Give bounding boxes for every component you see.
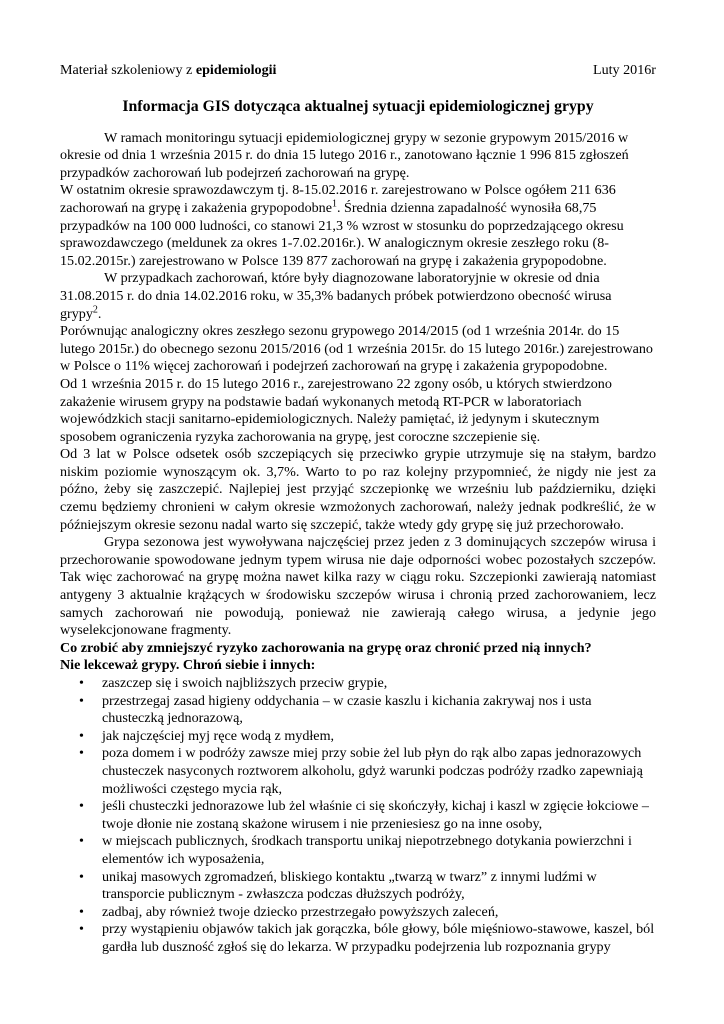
paragraph-1: W ramach monitoringu sytuacji epidemiologicznej grypy w sezonie grypowym 2015/2016 w okresie od dnia 1 września 2015 r. do dnia 15 lutego 2016 r., zanotowano łącznie 1 996 815 zgłoszeń przypadków zachorowań lub podejrzeń zachorowań na grypę. xyxy=(60,129,629,181)
paragraph-7: Grypa sezonowa jest wywoływana najczęściej przez jeden z 3 dominujących szczepów wirusa i przechorowanie spowodowane jednym typem wirusa nie daje odporności wobec pozostałych szczepów. Tak więc zachorować na grypę można nawet kilka razy w ciągu roku. Szczepionki zawierają natomiast antygeny 3 aktualnie krążących w środowisku szczepów wirusa i chronią przed zachorowaniem, lecz samych zachorowań nie powodują, ponieważ nie zawierają całego wirusa, a jedynie jego wyselekcjonowane fragmenty. xyxy=(60,534,656,639)
paragraph-2 xyxy=(60,182,656,270)
list-item: • przestrzegaj zasad higieny oddychania – w czasie kaszlu i kichania zakrywaj nos i usta chusteczką jednorazową, xyxy=(102,693,656,728)
header-course xyxy=(60,62,276,82)
paragraph-4: Porównując analogiczny okres zeszłego sezonu grypowego 2014/2015 (od 1 września 2014r. do 15 lutego 2015r.) do obecnego sezonu 2015/2016 (od 1 września 2015r. do 15 lutego 2016r.) zarejestrowano w Polsce o 11% więcej zachorowań i podejrzeń zachorowań na grypę i zakażenia grypopodobne. xyxy=(60,323,653,375)
document-page xyxy=(60,62,656,957)
header-course-prefix: Materiał szkoleniowy z xyxy=(60,62,196,78)
paragraph-3 xyxy=(60,270,656,323)
document-title: Informacja GIS dotycząca aktualnej sytuacji epidemiologicznej grypy xyxy=(122,98,594,115)
paragraph-6: Od 3 lat w Polsce odsetek osób szczepiących się przeciwko grypie utrzymuje się na stałym, bardzo niskim poziomie wynoszącym ok. 3,7%. Warto to po raz kolejny przypomnieć, że nigdy nie jest za późno, żeby się zaszczepić. Najlepiej jest przyjąć szczepionkę we wrześniu lub październiku, dzięki czemu będziemy chronieni w całym okresie wzmożonych zachorowań, należy jednak podkreślić, że w późniejszym okresie sezonu nadal warto się szczepić, także wtedy gdy grypę się już przechorowało. xyxy=(60,446,656,533)
list-item: • zaszczep się i swoich najbliższych przeciw grypie, xyxy=(102,675,656,693)
advice-list xyxy=(60,675,656,957)
footnote-ref-1: 1 xyxy=(331,198,337,210)
list-item: • przy wystąpieniu objawów takich jak gorączka, bóle głowy, bóle mięśniowo-stawowe, kaszel, ból gardła lub duszność zgłoś się do lekarza. W przypadku podejrzenia lub rozpoznania grypy xyxy=(102,921,656,956)
list-item: • unikaj masowych zgromadzeń, bliskiego kontaktu „twarzą w twarz” z innymi ludźmi w transporcie publicznym - zwłaszcza podczas dłuższych podróży, xyxy=(102,869,656,904)
list-item: • w miejscach publicznych, środkach transportu unikaj niepotrzebnego dotykania powierzchni i elementów ich wyposażenia, xyxy=(102,833,656,868)
list-item: • zadbaj, aby również twoje dziecko przestrzegało powyższych zaleceń, xyxy=(102,904,656,922)
list-item: • jeśli chusteczki jednorazowe lub żel właśnie ci się skończyły, kichaj i kaszl w zgięcie łokciowe – twoje dłonie nie zostaną skażone wirusem i nie przeniesiesz go na inne osoby, xyxy=(102,798,656,833)
section-heading-2: Nie lekceważ grypy. Chroń siebie i innych: xyxy=(60,657,316,674)
header-course-subject: epidemiologii xyxy=(195,62,277,78)
paragraph-5: Od 1 września 2015 r. do 15 lutego 2016 r., zarejestrowano 22 zgony osób, u których stwierdzono zakażenie wirusem grypy na podstawie badań wykonanych metodą RT-PCR w laboratoriach wojewódzkich stacji sanitarno-epidemiologicznych. Należy pamiętać, iż jedynym i skutecznym sposobem ograniczenia ryzyka zachorowania na grypę, jest coroczne szczepienie się. xyxy=(60,375,612,445)
page-header xyxy=(60,62,656,82)
paragraph-3-part-b: . xyxy=(97,305,102,322)
footnote-ref-2: 2 xyxy=(92,303,98,315)
paragraph-3-part-a: W przypadkach zachorowań, które były diagnozowane laboratoryjnie w okresie od dnia 31.08.2015 r. do dnia 14.02.2016 roku, w 35,3% badanych próbek potwierdzono obecność wirusa grypy xyxy=(60,270,612,322)
header-date: Luty 2016r xyxy=(592,62,656,78)
list-item: • jak najczęściej myj ręce wodą z mydłem, xyxy=(102,728,656,746)
list-item: • poza domem i w podróży zawsze miej przy sobie żel lub płyn do rąk albo zapas jednorazowych chusteczek nasyconych roztworem alkoholu, gdyż warunki podczas podróży rzadko zapewniają możliwości częstego mycia rąk, xyxy=(102,745,656,798)
section-heading-1: Co zrobić aby zmniejszyć ryzyko zachorowania na grypę oraz chronić przed nią innych? xyxy=(60,639,592,656)
paragraph-2-part-a: W ostatnim okresie sprawozdawczym tj. 8-15.02.2016 r. zarejestrowano w Polsce ogółem 211 636 zachorowań na grypę i zakażenia grypopodobne xyxy=(60,182,616,216)
paragraph-2-part-b: . Średnia dzienna zapadalność wynosiła 68,75 przypadków na 100 000 ludności, co stanowi 21,3 % wzrost w stosunku do poprzedzającego okresu sprawozdawczego (meldunek za okres 1-7.02.2016r.). W analogicznym okresie zeszłego roku (8-15.02.2015r.) zarejestrowano w Polsce 139 877 zachorowań na grypę i zakażenia grypopodobne. xyxy=(60,199,624,269)
